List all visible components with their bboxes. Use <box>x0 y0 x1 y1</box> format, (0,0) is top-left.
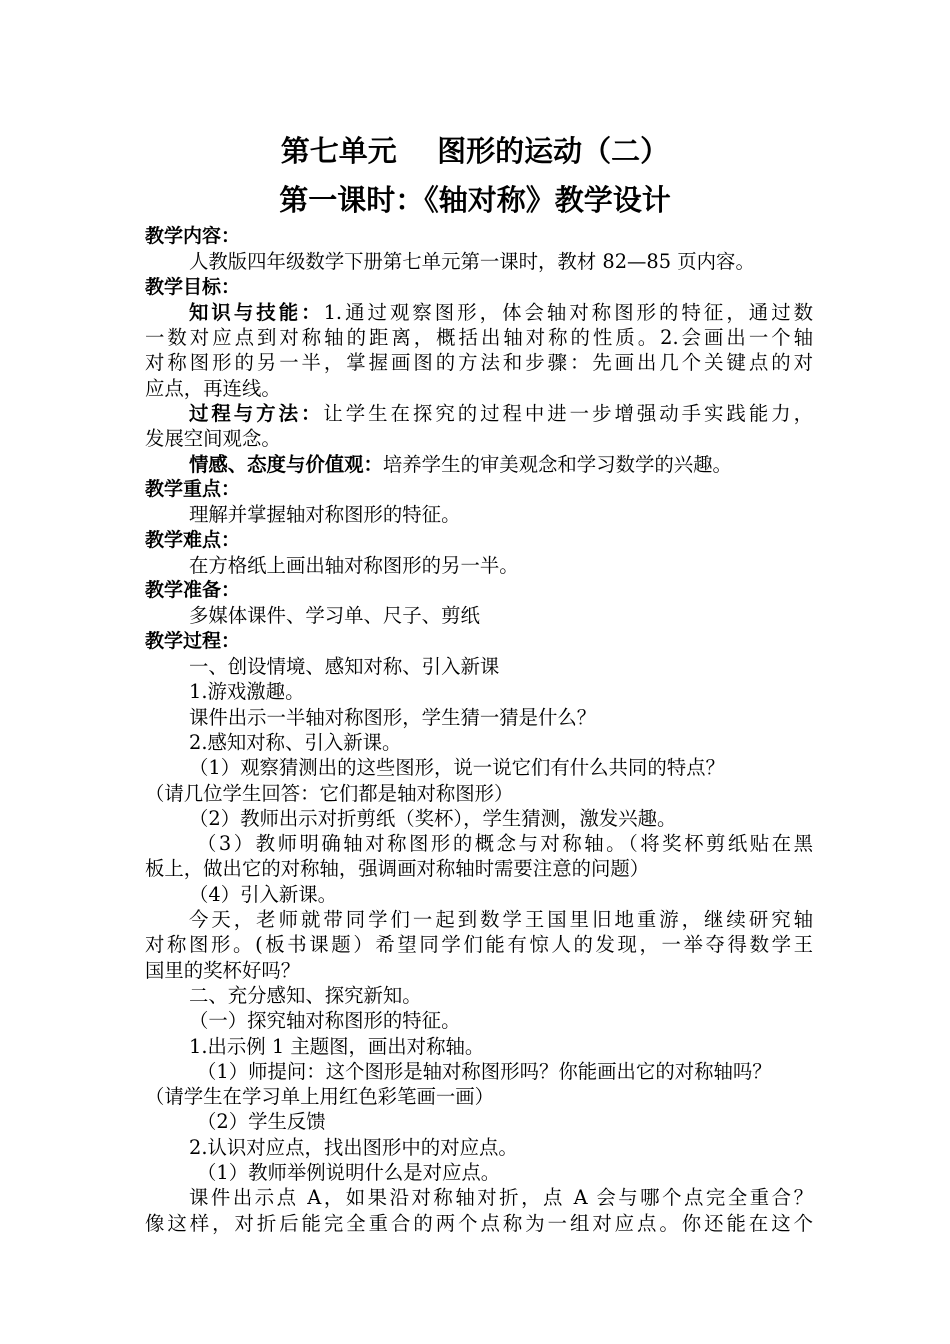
paragraph-line: 发展空间观念。 <box>145 427 281 451</box>
section-heading-key: 教学重点： <box>145 477 241 500</box>
content-text: 人教版四年级数学下册第七单元第一课时，教材 82—85 页内容。 <box>189 250 755 274</box>
process-step: 一、创设情境、感知对称、引入新课 <box>189 655 500 679</box>
prep-text: 多媒体课件、学习单、尺子、剪纸 <box>189 604 480 628</box>
goal-process-text: 让学生在探究的过程中进一步增强动手实践能力， <box>323 402 814 426</box>
process-step: （请学生在学习单上用红色彩笔画一画） <box>145 1085 495 1109</box>
goal-emotion-line <box>145 452 813 477</box>
section-heading-prep: 教学准备： <box>145 579 241 602</box>
process-step: 二、充分感知、探究新知。 <box>189 983 422 1007</box>
goal-emotion-label: 情感、态度与价值观： <box>189 452 383 476</box>
section-heading-difficulty: 教学难点： <box>145 528 241 551</box>
goal-knowledge-line <box>145 300 813 325</box>
section-heading-process: 教学过程： <box>145 629 241 652</box>
process-step: 2.感知对称、引入新课。 <box>189 730 402 754</box>
process-step: 像这样，对折后能完全重合的两个点称为一组对应点。你还能在这个 <box>145 1211 813 1235</box>
unit-title: 第七单元 图形的运动（二） <box>280 134 670 168</box>
lesson-title: 第一课时：《轴对称》教学设计 <box>279 183 671 217</box>
goal-knowledge-label: 知识与技能： <box>189 300 324 324</box>
process-step: （2）学生反馈 <box>197 1110 326 1134</box>
paragraph-line: 应点，再连线。 <box>145 376 281 400</box>
process-step: （1）教师举例说明什么是对应点。 <box>197 1160 501 1184</box>
process-step: （3）教师明确轴对称图形的概念与对称轴。（将奖杯剪纸贴在黑 <box>197 832 813 856</box>
process-step: （2）教师出示对折剪纸（奖杯），学生猜测，激发兴趣。 <box>189 806 677 830</box>
process-step: 板上，做出它的对称轴，强调画对称轴时需要注意的问题） <box>145 857 650 881</box>
section-heading-goals: 教学目标： <box>145 275 241 298</box>
paragraph-line: 一数对应点到对称轴的距离，概括出轴对称的性质。2.会画出一个轴 <box>145 326 813 350</box>
process-step: 课件出示一半轴对称图形，学生猜一猜是什么？ <box>189 705 597 729</box>
process-step: （1）观察猜测出的这些图形，说一说它们有什么共同的特点？ <box>189 756 725 780</box>
process-step: （4）引入新课。 <box>189 882 338 906</box>
process-step: （1）师提问：这个图形是轴对称图形吗？你能画出它的对称轴吗？ <box>197 1059 772 1083</box>
goal-process-label: 过程与方法： <box>189 402 324 426</box>
paragraph-line: 对称图形的另一半，掌握画图的方法和步骤：先画出几个关键点的对 <box>145 351 813 375</box>
difficulty-text: 在方格纸上画出轴对称图形的另一半。 <box>189 553 519 577</box>
process-step: （请几位学生回答：它们都是轴对称图形） <box>145 781 514 805</box>
process-step: 今天，老师就带同学们一起到数学王国里旧地重游，继续研究轴 <box>189 908 813 932</box>
process-step: 2.认识对应点，找出图形中的对应点。 <box>189 1135 518 1159</box>
section-heading-content: 教学内容： <box>145 225 241 247</box>
goal-process-line <box>145 401 813 426</box>
document-body <box>145 224 813 1236</box>
process-step: 课件出示点 A，如果沿对称轴对折，点 A 会与哪个点完全重合？ <box>189 1186 813 1210</box>
process-step: 对称图形。(板书课题）希望同学们能有惊人的发现，一举夺得数学王 <box>145 933 813 957</box>
process-step: 国里的奖杯好吗？ <box>145 958 301 982</box>
goal-knowledge-text: 1.通过观察图形，体会轴对称图形的特征，通过数 <box>323 300 814 324</box>
key-text: 理解并掌握轴对称图形的特征。 <box>189 503 461 527</box>
process-step: 1.游戏激趣。 <box>189 680 305 704</box>
goal-emotion-text: 培养学生的审美观念和学习数学的兴趣。 <box>382 452 732 476</box>
process-step: （一）探究轴对称图形的特征。 <box>189 1009 461 1033</box>
process-step: 1.出示例 1 主题图，画出对称轴。 <box>189 1034 485 1058</box>
